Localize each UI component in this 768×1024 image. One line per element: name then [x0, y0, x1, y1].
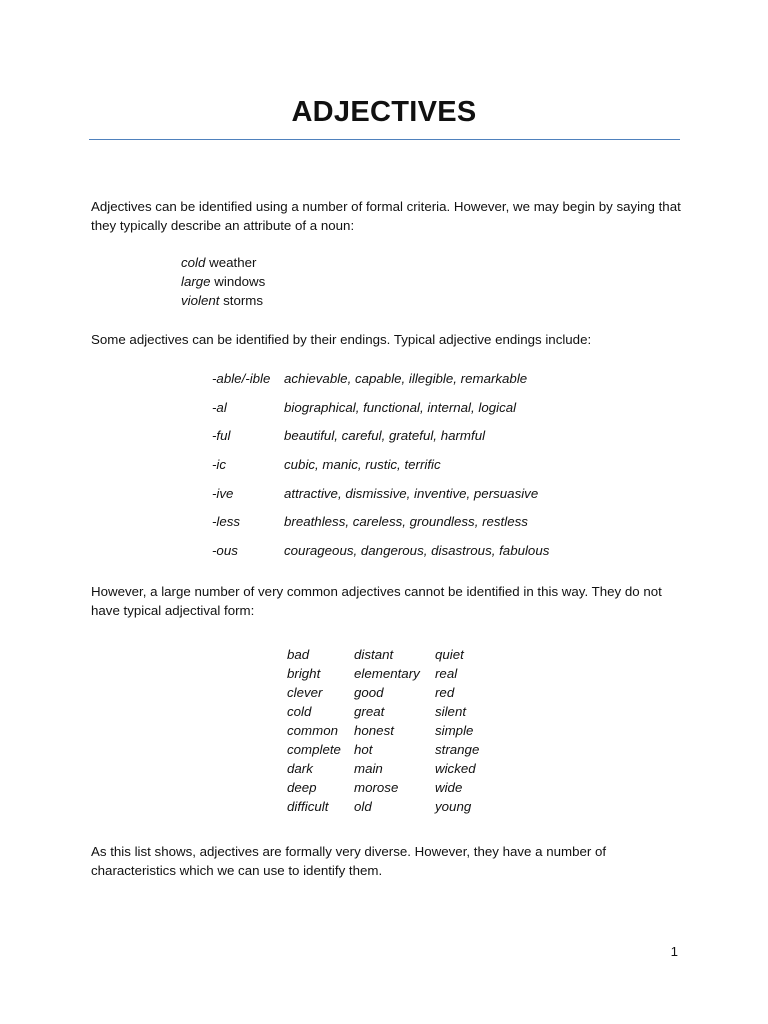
adjective-endings-list	[212, 369, 549, 570]
ending-row	[212, 398, 549, 427]
ending-examples: breathless, careless, groundless, restless	[284, 514, 528, 530]
table-cell: distant	[354, 647, 394, 662]
example-noun: storms	[219, 293, 264, 308]
table-cell: deep	[287, 780, 317, 795]
example-noun: weather	[205, 255, 257, 270]
table-cell: quiet	[435, 647, 464, 662]
table-cell: wicked	[435, 761, 476, 776]
ending-row	[212, 369, 549, 398]
example-item	[181, 253, 265, 272]
ending-suffix: -al	[212, 399, 227, 415]
table-cell: common	[287, 723, 338, 738]
ending-suffix: -ive	[212, 485, 234, 501]
table-row	[287, 740, 479, 759]
endings-intro-paragraph: Some adjectives can be identified by their endings. Typical adjective endings include:	[91, 332, 592, 347]
page-title: ADJECTIVES	[291, 96, 477, 128]
example-adjective: large	[181, 274, 211, 289]
table-row	[287, 664, 479, 683]
table-cell: good	[354, 685, 384, 700]
ending-examples: achievable, capable, illegible, remarkable	[284, 371, 528, 386]
ending-examples: attractive, dismissive, inventive, persuasive	[284, 485, 539, 501]
page-number: 1	[670, 944, 678, 959]
common-adjectives-table	[287, 645, 479, 816]
table-row	[287, 721, 479, 740]
table-cell: bright	[287, 666, 321, 681]
table-cell: old	[354, 799, 372, 814]
ending-row	[212, 484, 549, 513]
table-row	[287, 797, 479, 816]
table-cell: difficult	[287, 799, 329, 814]
table-cell: simple	[435, 723, 474, 738]
title-underline	[89, 139, 680, 140]
table-cell: dark	[287, 761, 313, 776]
intro-paragraph: Adjectives can be identified using a number of formal criteria. However, we may begin by saying that they typically describe an attribute of a noun:	[91, 199, 681, 233]
table-cell: clever	[287, 685, 323, 700]
common-adjectives-intro-paragraph: However, a large number of very common adjectives cannot be identified in this way. They do not have typical adjectival form:	[91, 584, 662, 618]
table-row	[287, 702, 479, 721]
table-cell: morose	[354, 780, 399, 795]
table-cell: strange	[435, 742, 480, 757]
table-cell: young	[435, 799, 472, 814]
ending-examples: biographical, functional, internal, logical	[284, 399, 517, 415]
table-cell: complete	[287, 742, 341, 757]
table-cell: wide	[435, 780, 463, 795]
table-row	[287, 683, 479, 702]
ending-suffix: -ic	[212, 457, 227, 473]
ending-suffix: -able/-ible	[212, 371, 271, 386]
ending-row	[212, 541, 549, 570]
table-cell: cold	[287, 704, 312, 719]
example-noun: windows	[210, 274, 266, 289]
table-cell: hot	[354, 742, 373, 757]
example-adjective: cold	[181, 255, 206, 270]
table-cell: main	[354, 761, 383, 776]
ending-row	[212, 512, 549, 541]
example-item	[181, 291, 265, 310]
ending-row	[212, 426, 549, 455]
table-row	[287, 778, 479, 797]
ending-examples: courageous, dangerous, disastrous, fabulous	[284, 543, 550, 559]
table-cell: great	[354, 704, 385, 719]
table-cell: silent	[435, 704, 467, 719]
table-row	[287, 759, 479, 778]
table-cell: red	[435, 685, 455, 700]
ending-examples: cubic, manic, rustic, terrific	[284, 457, 441, 473]
table-row	[287, 645, 479, 664]
example-adjective: violent	[181, 293, 220, 308]
ending-suffix: -ous	[212, 543, 238, 559]
ending-row	[212, 455, 549, 484]
ending-suffix: -ful	[212, 428, 231, 444]
ending-examples: beautiful, careful, grateful, harmful	[284, 428, 486, 444]
table-cell: honest	[354, 723, 394, 738]
table-cell: elementary	[354, 666, 420, 681]
conclusion-paragraph: As this list shows, adjectives are formally very diverse. However, they have a number of characteristics which we can use to identify them.	[91, 844, 607, 878]
noun-phrase-examples	[181, 253, 265, 310]
table-cell: bad	[287, 647, 310, 662]
table-cell: real	[435, 666, 458, 681]
ending-suffix: -less	[212, 514, 241, 530]
example-item	[181, 272, 265, 291]
